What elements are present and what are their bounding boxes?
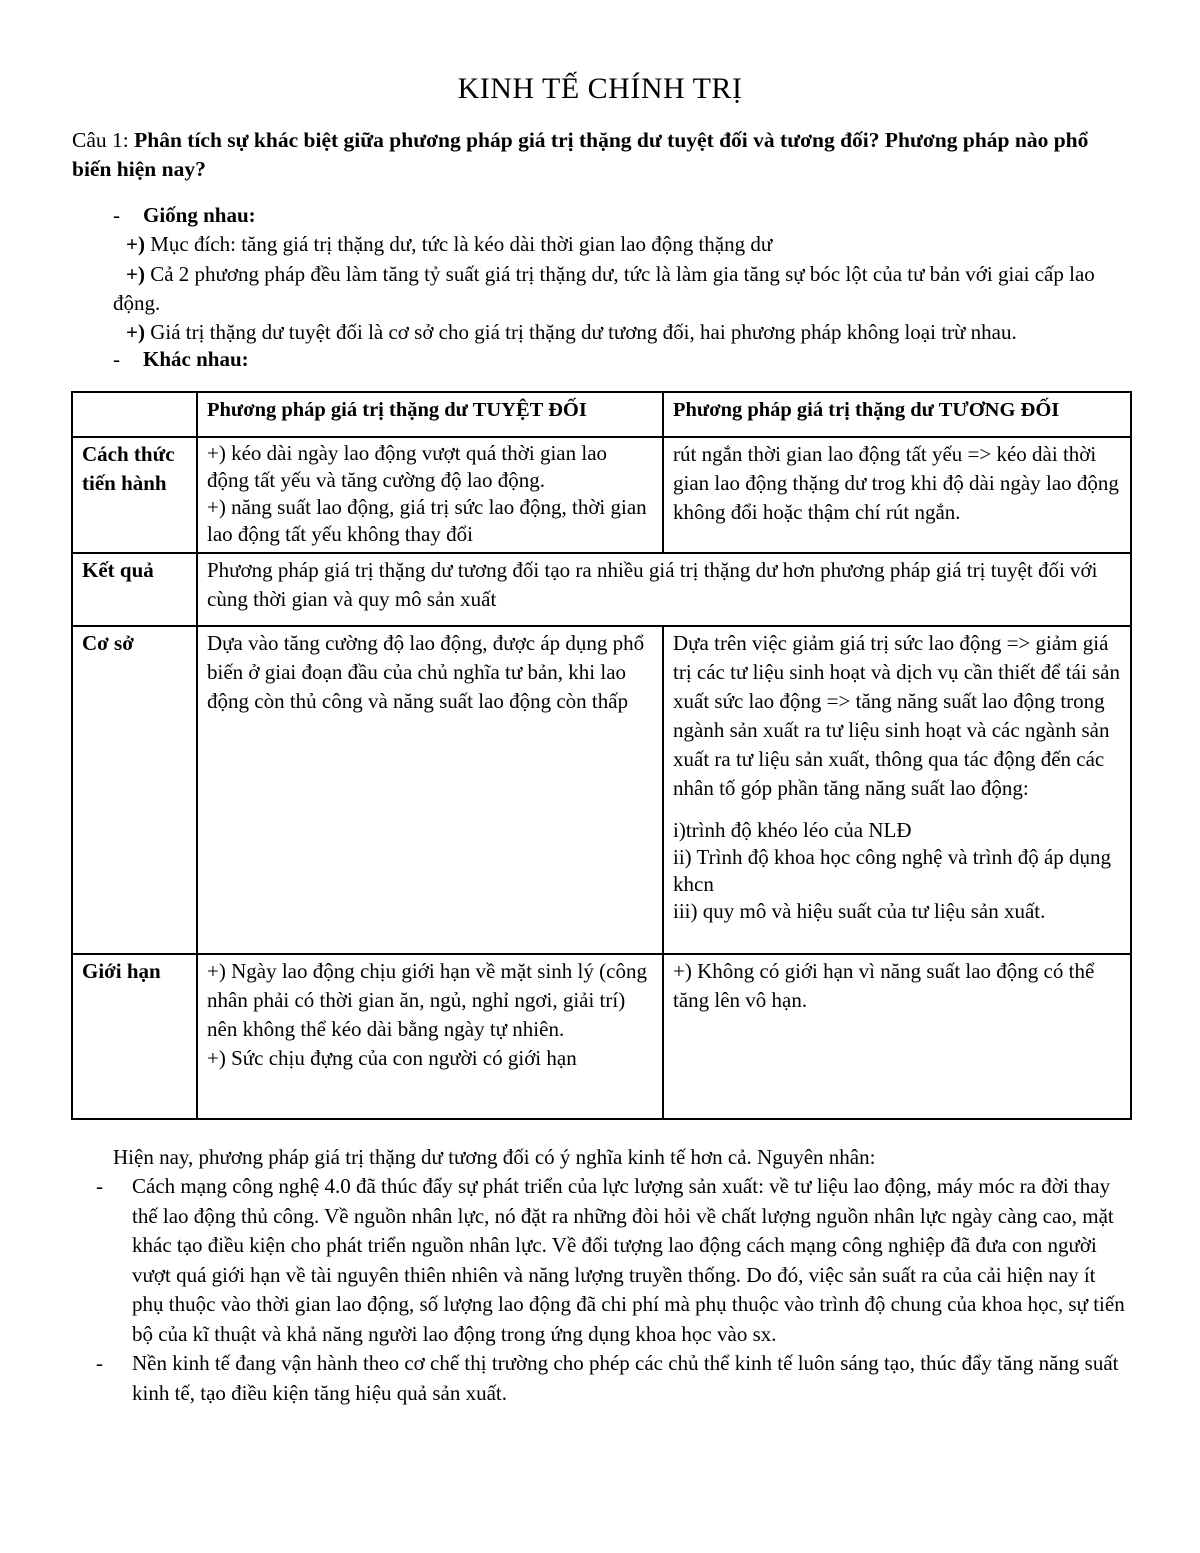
factor-item: ii) Trình độ khoa học công nghệ và trình độ áp dụng khcn — [673, 845, 1112, 896]
point-marker: +) — [126, 232, 145, 256]
cell-method-relative: rút ngắn thời gian lao động tất yếu => kéo dài thời gian lao động thặng dư trog khi độ dài ngày lao động không đổi hoặc thậm chí rút ngắn. — [663, 437, 1131, 553]
cell-limit-relative: +) Không có giới hạn vì năng suất lao động có thể tăng lên vô hạn. — [663, 954, 1131, 1119]
list-item — [96, 1349, 1132, 1408]
page-title: KINH TẾ CHÍNH TRỊ — [457, 72, 743, 105]
point-text: Mục đích: tăng giá trị thặng dư, tức là kéo dài thời gian lao động thặng dư — [150, 232, 773, 256]
point-marker: +) — [126, 320, 145, 344]
table-row-result — [72, 553, 1131, 626]
dash-marker: - — [113, 347, 120, 371]
dash-marker: - — [113, 203, 120, 227]
row-label-basis: Cơ sở — [72, 626, 197, 954]
similar-heading: Giống nhau: — [143, 203, 256, 227]
dash-marker: - — [96, 1174, 103, 1198]
question-text: Phân tích sự khác biệt giữa phương pháp giá trị thặng dư tuyệt đối và tương đối? Phương pháp nào phổ biến hiện nay? — [72, 128, 1089, 181]
table-header-row — [72, 392, 1131, 437]
cell-basis-relative — [663, 626, 1131, 954]
cell-line: +) kéo dài ngày lao động vượt quá thời gian lao động tất yếu và tăng cường độ lao động. — [207, 441, 608, 492]
conclusion-intro: Hiện nay, phương pháp giá trị thặng dư tương đối có ý nghĩa kinh tế hơn cả. Nguyên nhân: — [113, 1145, 876, 1169]
cell-line: +) năng suất lao động, giá trị sức lao động, thời gian lao động tất yếu không thay đổi — [207, 495, 647, 546]
row-label-result: Kết quả — [72, 553, 197, 626]
header-relative: Phương pháp giá trị thặng dư TƯƠNG ĐỐI — [663, 392, 1131, 437]
dash-marker: - — [96, 1351, 103, 1375]
factor-item: i)trình độ khéo léo của NLĐ — [673, 818, 912, 842]
table-row-limit — [72, 954, 1131, 1119]
list-item — [96, 1172, 1132, 1349]
cell-line: +) Ngày lao động chịu giới hạn về mặt sinh lý (công nhân phải có thời gian ăn, ngủ, nghỉ ngơi, giải trí) nên không thể kéo dài bằng ngày tự nhiên. — [207, 959, 647, 1041]
point-marker: +) — [126, 262, 145, 286]
row-label-method: Cách thức tiến hành — [72, 437, 197, 553]
reason-list — [96, 1172, 1132, 1408]
cell-line: Dựa trên việc giảm giá trị sức lao động => giảm giá trị các tư liệu sinh hoạt và dịch vụ cần thiết để tái sản xuất sức lao động => tăng năng suất lao động trong ngành sản xuất ra tư liệu sinh hoạt và các ngành sản xuất ra tư liệu sản xuất, thông qua tác động đến các nhân tố góp phần tăng năng suất lao động: — [673, 631, 1120, 800]
table-corner-cell — [72, 392, 197, 437]
header-absolute: Phương pháp giá trị thặng dư TUYỆT ĐỐI — [197, 392, 663, 437]
cell-limit-absolute — [197, 954, 663, 1119]
table-row-basis — [72, 626, 1131, 954]
similar-point — [113, 260, 1133, 318]
different-heading: Khác nhau: — [143, 347, 249, 371]
cell-method-absolute — [197, 437, 663, 553]
comparison-table — [71, 391, 1132, 1120]
similar-point — [126, 230, 772, 259]
similar-point — [126, 318, 1017, 347]
row-label-limit: Giới hạn — [72, 954, 197, 1119]
cell-basis-absolute: Dựa vào tăng cường độ lao động, được áp dụng phổ biến ở giai đoạn đầu của chủ nghĩa tư bản, khi lao động còn thủ công và năng suất lao động còn thấp — [197, 626, 663, 954]
point-text: Giá trị thặng dư tuyệt đối là cơ sở cho giá trị thặng dư tương đối, hai phương pháp không loại trừ nhau. — [150, 320, 1017, 344]
cell-line: +) Sức chịu đựng của con người có giới hạn — [207, 1046, 577, 1070]
cell-result: Phương pháp giá trị thặng dư tương đối tạo ra nhiều giá trị thặng dư hơn phương pháp giá trị tuyệt đối với cùng thời gian và quy mô sản xuất — [197, 553, 1131, 626]
reason-text: Cách mạng công nghệ 4.0 đã thúc đẩy sự phát triển của lực lượng sản xuất: về tư liệu lao động, máy móc ra đời thay thế lao động thủ công. Về nguồn nhân lực, nó đặt ra những đòi hỏi về chất lượng nguồn nhân lực ngày càng cao, mặt khác tạo điều kiện cho phát triển nguồn nhân lực. Về đối tượng lao động cách mạng công nghiệp đã đưa con người vượt quá giới hạn về tài nguyên thiên nhiên và năng lượng truyền thống. Do đó, việc sản suất ra của cải hiện nay ít phụ thuộc vào thời gian lao động, số lượng lao động đã chi phí mà phụ thuộc vào trình độ chung của khoa học, sự tiến bộ của kĩ thuật và khả năng người lao động trong ứng dụng khoa học vào sx. — [132, 1174, 1125, 1346]
question-heading — [72, 126, 1132, 184]
reason-text: Nền kinh tế đang vận hành theo cơ chế thị trường cho phép các chủ thể kinh tế luôn sáng tạo, thúc đẩy tăng năng suất kinh tế, tạo điều kiện tăng hiệu quả sản xuất. — [132, 1351, 1119, 1405]
factor-item: iii) quy mô và hiệu suất của tư liệu sản xuất. — [673, 899, 1046, 923]
table-row-method — [72, 437, 1131, 553]
question-label: Câu 1: — [72, 128, 129, 152]
point-text: Cả 2 phương pháp đều làm tăng tỷ suất giá trị thặng dư, tức là làm gia tăng sự bóc lột của tư bản với giai cấp lao động. — [113, 262, 1095, 315]
